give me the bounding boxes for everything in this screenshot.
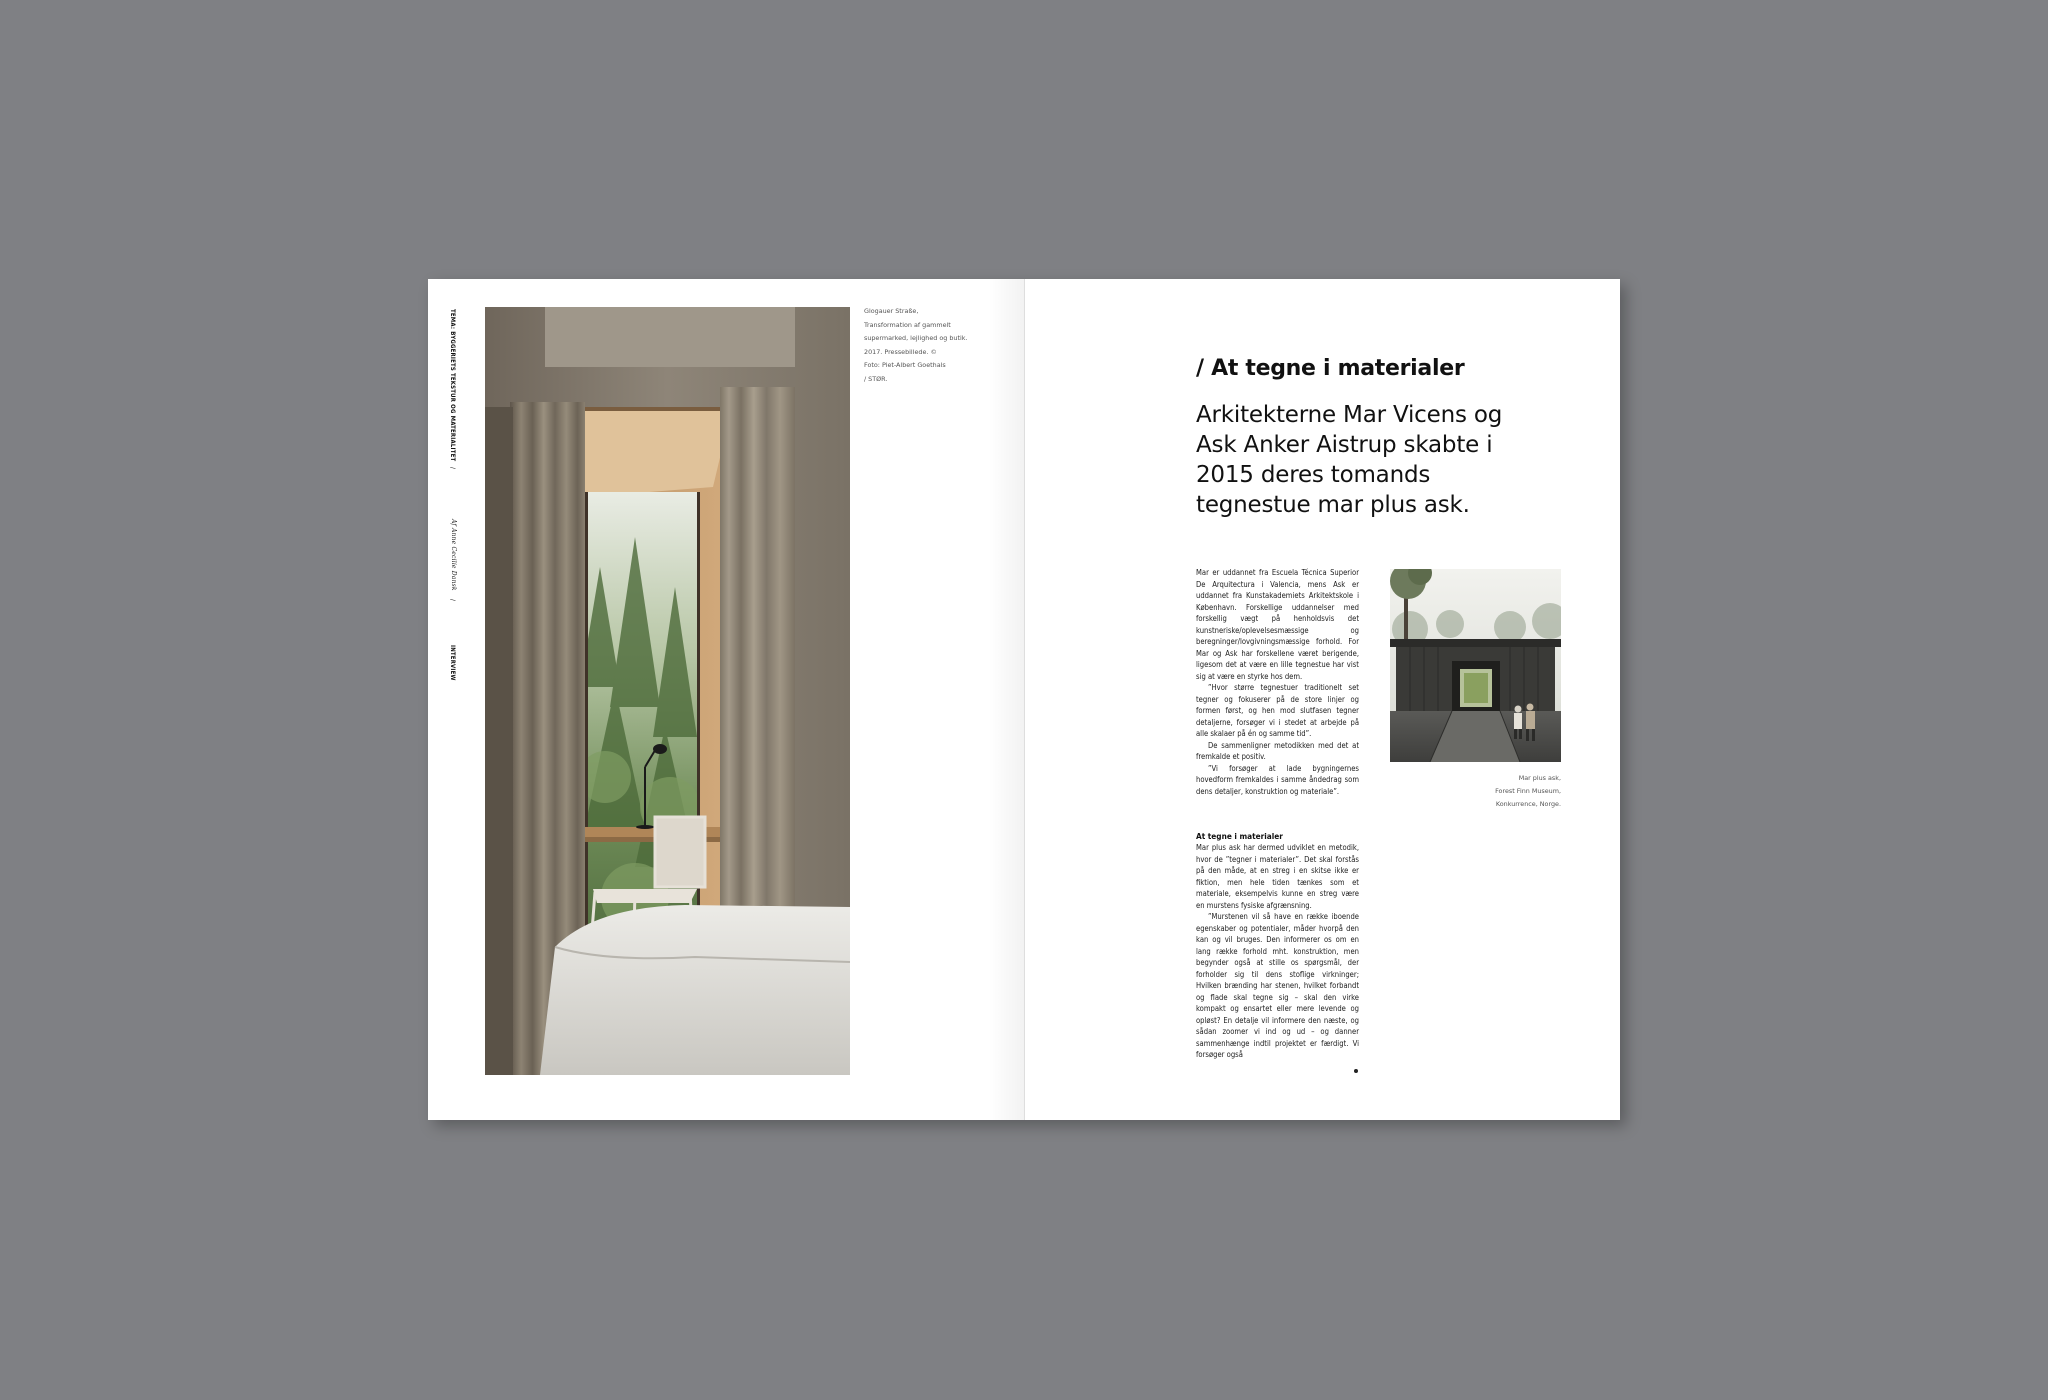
running-head bbox=[440, 309, 464, 689]
section-subhead: At tegne i materialer bbox=[1196, 831, 1283, 841]
caption-line: Mar plus ask, bbox=[1518, 774, 1561, 782]
body-paragraph: De sammenligner metodikken med det at fremkalde et positiv. bbox=[1196, 740, 1359, 761]
running-head-section: TEMA: BYGGERIETS TEKSTUR OG MATERIALITET bbox=[449, 309, 456, 462]
bedroom-window-photo bbox=[485, 307, 850, 1075]
right-photo-caption bbox=[1390, 772, 1561, 811]
left-photo-caption bbox=[864, 305, 984, 386]
continuation-mark bbox=[1354, 1069, 1358, 1073]
forest-museum-photo bbox=[1390, 569, 1561, 762]
body-paragraph: ”Murstenen vil så have en række iboende egenskaber og potentialer, måder hvorpå den kan og vil bruges. Den informerer os om en lang række forhold mht. konstruktion, men begynder også at stille os spørgsmål, der forholder sig til dens stoflige virkninger; Hvilken brænding har stenen, hvilket forbandt og flade skal tegne sig – skal den virke kompakt og ensartet eller mere levende og opløst? En detalje vil informere den næste, og sådan zoomer vi ind og ud – og danner sammenhænge indtil projektet er færdigt. Vi forsøger også bbox=[1196, 912, 1359, 1059]
gutter bbox=[1024, 279, 1025, 1120]
caption-line: Transformation af gammelt bbox=[864, 320, 951, 329]
running-head-separator: / bbox=[449, 467, 456, 470]
running-head-kind: INTERVIEW bbox=[449, 645, 456, 681]
body-column-2 bbox=[1196, 842, 1359, 1061]
caption-line: Konkurrence, Norge. bbox=[1495, 800, 1561, 808]
body-paragraph: ”Vi forsøger at lade bygningernes hovedform fremkaldes i samme åndedrag som dens detaljer, konstruktion og materiale”. bbox=[1196, 763, 1359, 796]
body-column-1 bbox=[1196, 567, 1359, 797]
running-head-separator: / bbox=[449, 599, 456, 602]
caption-line: supermarked, lejlighed og butik. bbox=[864, 334, 968, 342]
caption-line: Forest Finn Museum, bbox=[1495, 787, 1561, 795]
body-paragraph: Mar plus ask har dermed udviklet en metodik, hvor de ”tegner i materialer”. Det skal forstås på den måde, at en streg i en skitse ikke er fiktion, men hele tiden tænkes som et materiale, eksempelvis kunne en streg være en murstens fysiske afgrænsning. bbox=[1196, 843, 1359, 910]
gutter-shadow bbox=[988, 279, 1024, 1120]
caption-line: / STØR. bbox=[864, 374, 888, 383]
article-kicker: / At tegne i materialer bbox=[1196, 356, 1465, 381]
running-head-author: Af Anne Cecilie Dansk bbox=[450, 519, 457, 591]
caption-line: 2017. Pressebillede. © bbox=[864, 347, 937, 356]
article-lead: Arkitekterne Mar Vicens og Ask Anker Aistrup skabte i 2015 deres tomands tegnestue mar plus ask. bbox=[1196, 402, 1503, 518]
body-paragraph: Mar er uddannet fra Escuela Técnica Superior De Arquitectura i Valencia, mens Ask er uddannet fra Kunstakademiets Arkitektskole i København. Forskellige uddannelser med forskellig vægt på henholdsvis det kunstneriske/oplevelsesmæssige og beregninger/lovgivningsmæssige forhold. For Mar og Ask har forskellene været berigende, ligesom det at være en lille tegnestue har vist sig at være en styrke hos dem. bbox=[1196, 568, 1359, 681]
caption-line: Foto: Piet-Albert Goethals bbox=[864, 361, 946, 369]
body-paragraph: ”Hvor større tegnestuer traditionelt set tegner og fokuserer på de store linjer og formen først, og hen mod slutfasen tegner detaljerne, forsøger vi i stedet at arbejde på alle skalaer på én og samme tid”. bbox=[1196, 683, 1359, 738]
caption-line: Glogauer Straße, bbox=[864, 307, 919, 315]
magazine-spread bbox=[428, 279, 1620, 1120]
